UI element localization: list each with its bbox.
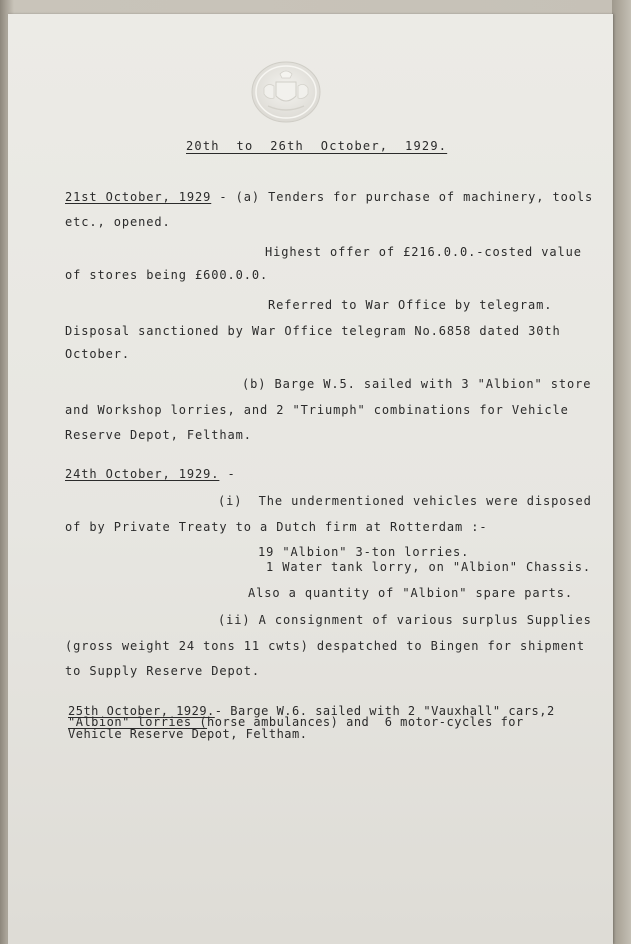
entry-24-heading: 24th October, 1929. - bbox=[65, 467, 236, 481]
entry-24-line1: (i) The undermentioned vehicles were disposed bbox=[218, 494, 592, 508]
entry-21-line6: Disposal sanctioned by War Office telegram No.6858 dated 30th bbox=[65, 324, 561, 338]
entry-25-date: 25th October, 1929. bbox=[68, 704, 215, 718]
entry-21-line4: of stores being £600.0.0. bbox=[65, 268, 269, 282]
entry-24-line3: 19 "Albion" 3-ton lorries. bbox=[258, 545, 470, 559]
entry-21-line7: October. bbox=[65, 347, 130, 361]
entry-24-line2: of by Private Treaty to a Dutch firm at Rotterdam :- bbox=[65, 520, 488, 534]
entry-21-line2: etc., opened. bbox=[65, 215, 171, 229]
page-title: 20th to 26th October, 1929. bbox=[186, 139, 448, 153]
entry-25-line1: 25th October, 1929.- Barge W.6. sailed with 2 "Vauxhall" cars,2 bbox=[68, 704, 555, 718]
entry-25-line3: Vehicle Reserve Depot, Feltham. bbox=[68, 727, 308, 741]
entry-21-line8: (b) Barge W.5. sailed with 3 "Albion" store bbox=[242, 377, 592, 391]
entry-24-line7: (gross weight 24 tons 11 cwts) despatched to Bingen for shipment bbox=[65, 639, 585, 653]
entry-21-date: 21st October, 1929 bbox=[65, 190, 212, 204]
entry-21-line5: Referred to War Office by telegram. bbox=[268, 298, 553, 312]
entry-21-line3: Highest offer of £216.0.0.-costed value bbox=[265, 245, 582, 259]
embossed-seal-icon bbox=[250, 60, 322, 124]
entry-21-line9: and Workshop lorries, and 2 "Triumph" combinations for Vehicle bbox=[65, 403, 569, 417]
entry-24-line4: 1 Water tank lorry, on "Albion" Chassis. bbox=[266, 560, 591, 574]
entry-21-line1: 21st October, 1929 - (a) Tenders for purchase of machinery, tools bbox=[65, 190, 594, 204]
entry-24-line5: Also a quantity of "Albion" spare parts. bbox=[248, 586, 573, 600]
binding-edge bbox=[612, 0, 631, 944]
entry-25-line2: "Albion" lorries (horse ambulances) and 6 motor-cycles for bbox=[68, 715, 524, 729]
entry-24-line8: to Supply Reserve Depot. bbox=[65, 664, 260, 678]
entry-21-line10: Reserve Depot, Feltham. bbox=[65, 428, 252, 442]
entry-24-date: 24th October, 1929. bbox=[65, 467, 220, 481]
entry-24-line6: (ii) A consignment of various surplus Supplies bbox=[218, 613, 592, 627]
